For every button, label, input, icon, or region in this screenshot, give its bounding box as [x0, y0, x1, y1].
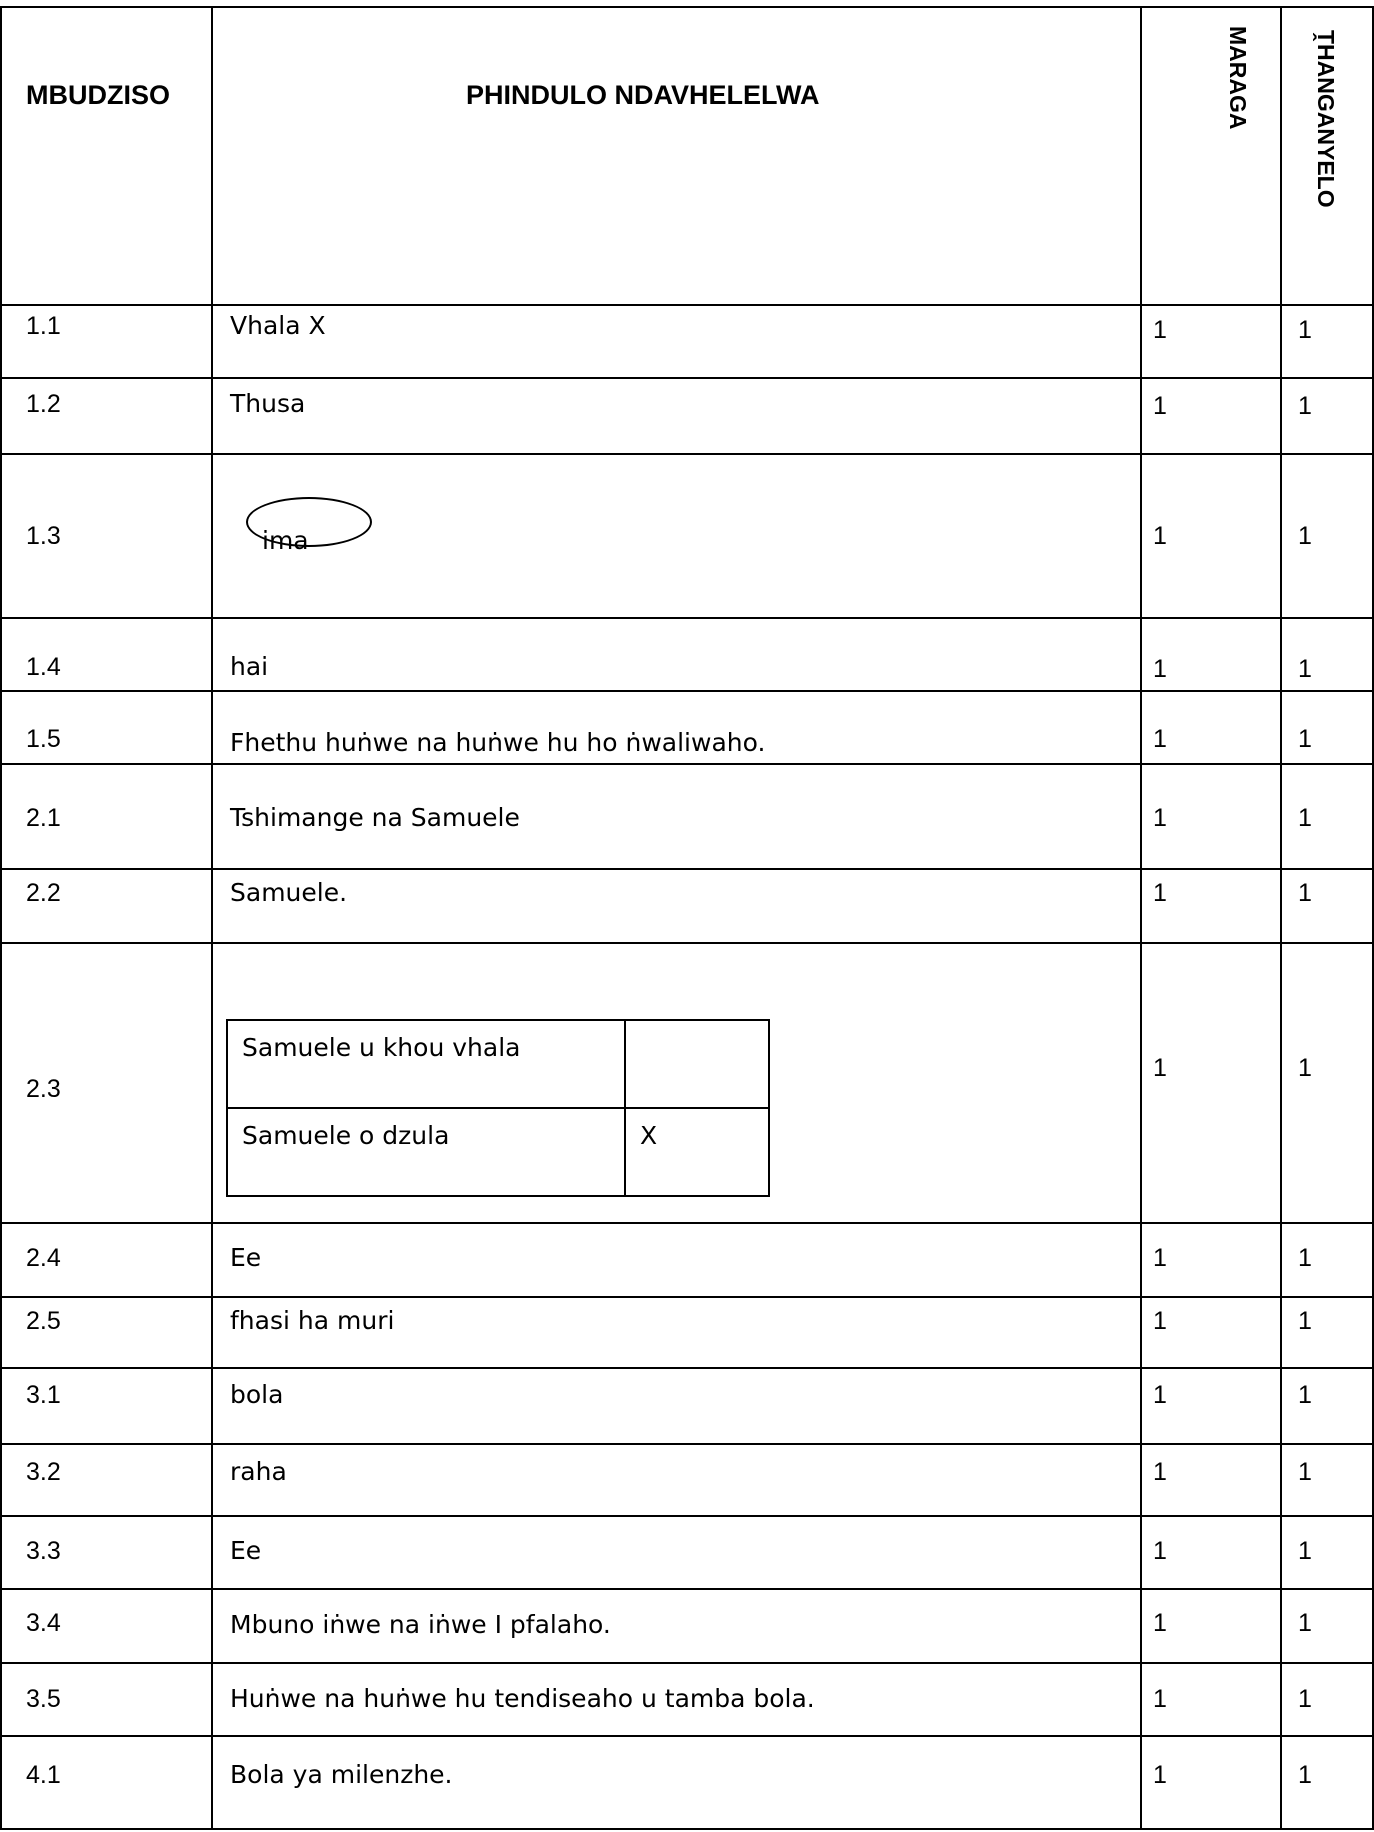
cognitive-value: 1 — [1298, 522, 1312, 550]
row-border — [0, 453, 1374, 455]
header-marks: MARAGA — [1225, 26, 1251, 130]
row-border — [0, 617, 1374, 619]
cognitive-value: 1 — [1298, 1609, 1312, 1637]
answer-text: hai — [230, 652, 269, 681]
row-border — [0, 1735, 1374, 1737]
cognitive-value: 1 — [1298, 392, 1312, 420]
question-number: 4.1 — [26, 1761, 61, 1789]
question-number: 2.4 — [26, 1244, 61, 1272]
question-number: 2.2 — [26, 879, 61, 907]
answer-text: raha — [230, 1457, 287, 1486]
question-number: 2.3 — [26, 1075, 61, 1103]
answer-text: Ee — [230, 1536, 262, 1565]
marks-value: 1 — [1153, 1761, 1167, 1789]
row-border — [0, 1662, 1374, 1664]
column-border — [1280, 6, 1282, 1830]
marks-value: 1 — [1153, 725, 1167, 753]
row-border — [0, 1828, 1374, 1830]
question-number: 1.3 — [26, 522, 61, 550]
answer-text: Mbuno iṅwe na iṅwe I pfalaho. — [230, 1610, 611, 1639]
option-mark: X — [625, 1108, 769, 1196]
column-border — [0, 6, 2, 1830]
answer-text: Bola ya milenzhe. — [230, 1760, 453, 1789]
marks-value: 1 — [1153, 1381, 1167, 1409]
marks-value: 1 — [1153, 1458, 1167, 1486]
question-number: 2.1 — [26, 804, 61, 832]
cognitive-value: 1 — [1298, 1458, 1312, 1486]
question-number: 3.4 — [26, 1609, 61, 1637]
option-text: Samuele u khou vhala — [227, 1020, 625, 1108]
row-border — [0, 1367, 1374, 1369]
marks-value: 1 — [1153, 804, 1167, 832]
question-number: 1.1 — [26, 312, 61, 340]
question-number: 2.5 — [26, 1307, 61, 1335]
header-cognitive: ṰHANGANYELO — [1313, 30, 1339, 208]
cognitive-value: 1 — [1298, 1381, 1312, 1409]
marks-value: 1 — [1153, 879, 1167, 907]
answer-text: Vhala X — [230, 311, 326, 340]
answer-options-table — [226, 1019, 770, 1197]
question-number: 1.2 — [26, 390, 61, 418]
answer-text: Tshimange na Samuele — [230, 803, 520, 832]
question-number: 3.5 — [26, 1685, 61, 1713]
answer-text: Thusa — [230, 389, 306, 418]
question-number: 1.5 — [26, 725, 61, 753]
header-answer: PHINDULO NDAVHELELWA — [466, 80, 820, 110]
answer-text: Fhethu huṅwe na huṅwe hu ho ṅwaliwaho. — [230, 728, 766, 757]
row-border — [0, 1515, 1374, 1517]
cognitive-value: 1 — [1298, 725, 1312, 753]
marks-value: 1 — [1153, 392, 1167, 420]
row-border — [0, 1588, 1374, 1590]
column-border — [211, 6, 213, 1830]
marks-value: 1 — [1153, 316, 1167, 344]
row-border — [0, 690, 1374, 692]
row-border — [0, 1296, 1374, 1298]
table-row — [227, 1020, 769, 1108]
cognitive-value: 1 — [1298, 1307, 1312, 1335]
cognitive-value: 1 — [1298, 1244, 1312, 1272]
marks-value: 1 — [1153, 1537, 1167, 1565]
cognitive-value: 1 — [1298, 804, 1312, 832]
row-border — [0, 6, 1374, 8]
question-number: 3.1 — [26, 1381, 61, 1409]
question-number: 3.2 — [26, 1458, 61, 1486]
header-question: MBUDZISO — [26, 80, 170, 110]
column-border — [1140, 6, 1142, 1830]
cognitive-value: 1 — [1298, 1685, 1312, 1713]
answer-text: Samuele. — [230, 878, 348, 907]
row-border — [0, 1222, 1374, 1224]
marks-value: 1 — [1153, 1054, 1167, 1082]
row-border — [0, 377, 1374, 379]
answer-text: ima — [262, 526, 309, 555]
cognitive-value: 1 — [1298, 1761, 1312, 1789]
cognitive-value: 1 — [1298, 316, 1312, 344]
row-border — [0, 1443, 1374, 1445]
answer-text: Ee — [230, 1243, 262, 1272]
answer-text: fhasi ha muri — [230, 1306, 395, 1335]
marks-value: 1 — [1153, 655, 1167, 683]
option-text: Samuele o dzula — [227, 1108, 625, 1196]
answer-text: Huṅwe na huṅwe hu tendiseaho u tamba bola. — [230, 1684, 815, 1713]
marks-value: 1 — [1153, 522, 1167, 550]
option-mark — [625, 1020, 769, 1108]
row-border — [0, 304, 1374, 306]
marks-value: 1 — [1153, 1609, 1167, 1637]
question-number: 3.3 — [26, 1537, 61, 1565]
cognitive-value: 1 — [1298, 879, 1312, 907]
answer-text: bola — [230, 1380, 284, 1409]
marks-value: 1 — [1153, 1307, 1167, 1335]
cognitive-value: 1 — [1298, 655, 1312, 683]
cognitive-value: 1 — [1298, 1054, 1312, 1082]
cognitive-value: 1 — [1298, 1537, 1312, 1565]
row-border — [0, 763, 1374, 765]
row-border — [0, 942, 1374, 944]
row-border — [0, 868, 1374, 870]
marks-value: 1 — [1153, 1685, 1167, 1713]
question-number: 1.4 — [26, 653, 61, 681]
marks-value: 1 — [1153, 1244, 1167, 1272]
table-row — [227, 1108, 769, 1196]
